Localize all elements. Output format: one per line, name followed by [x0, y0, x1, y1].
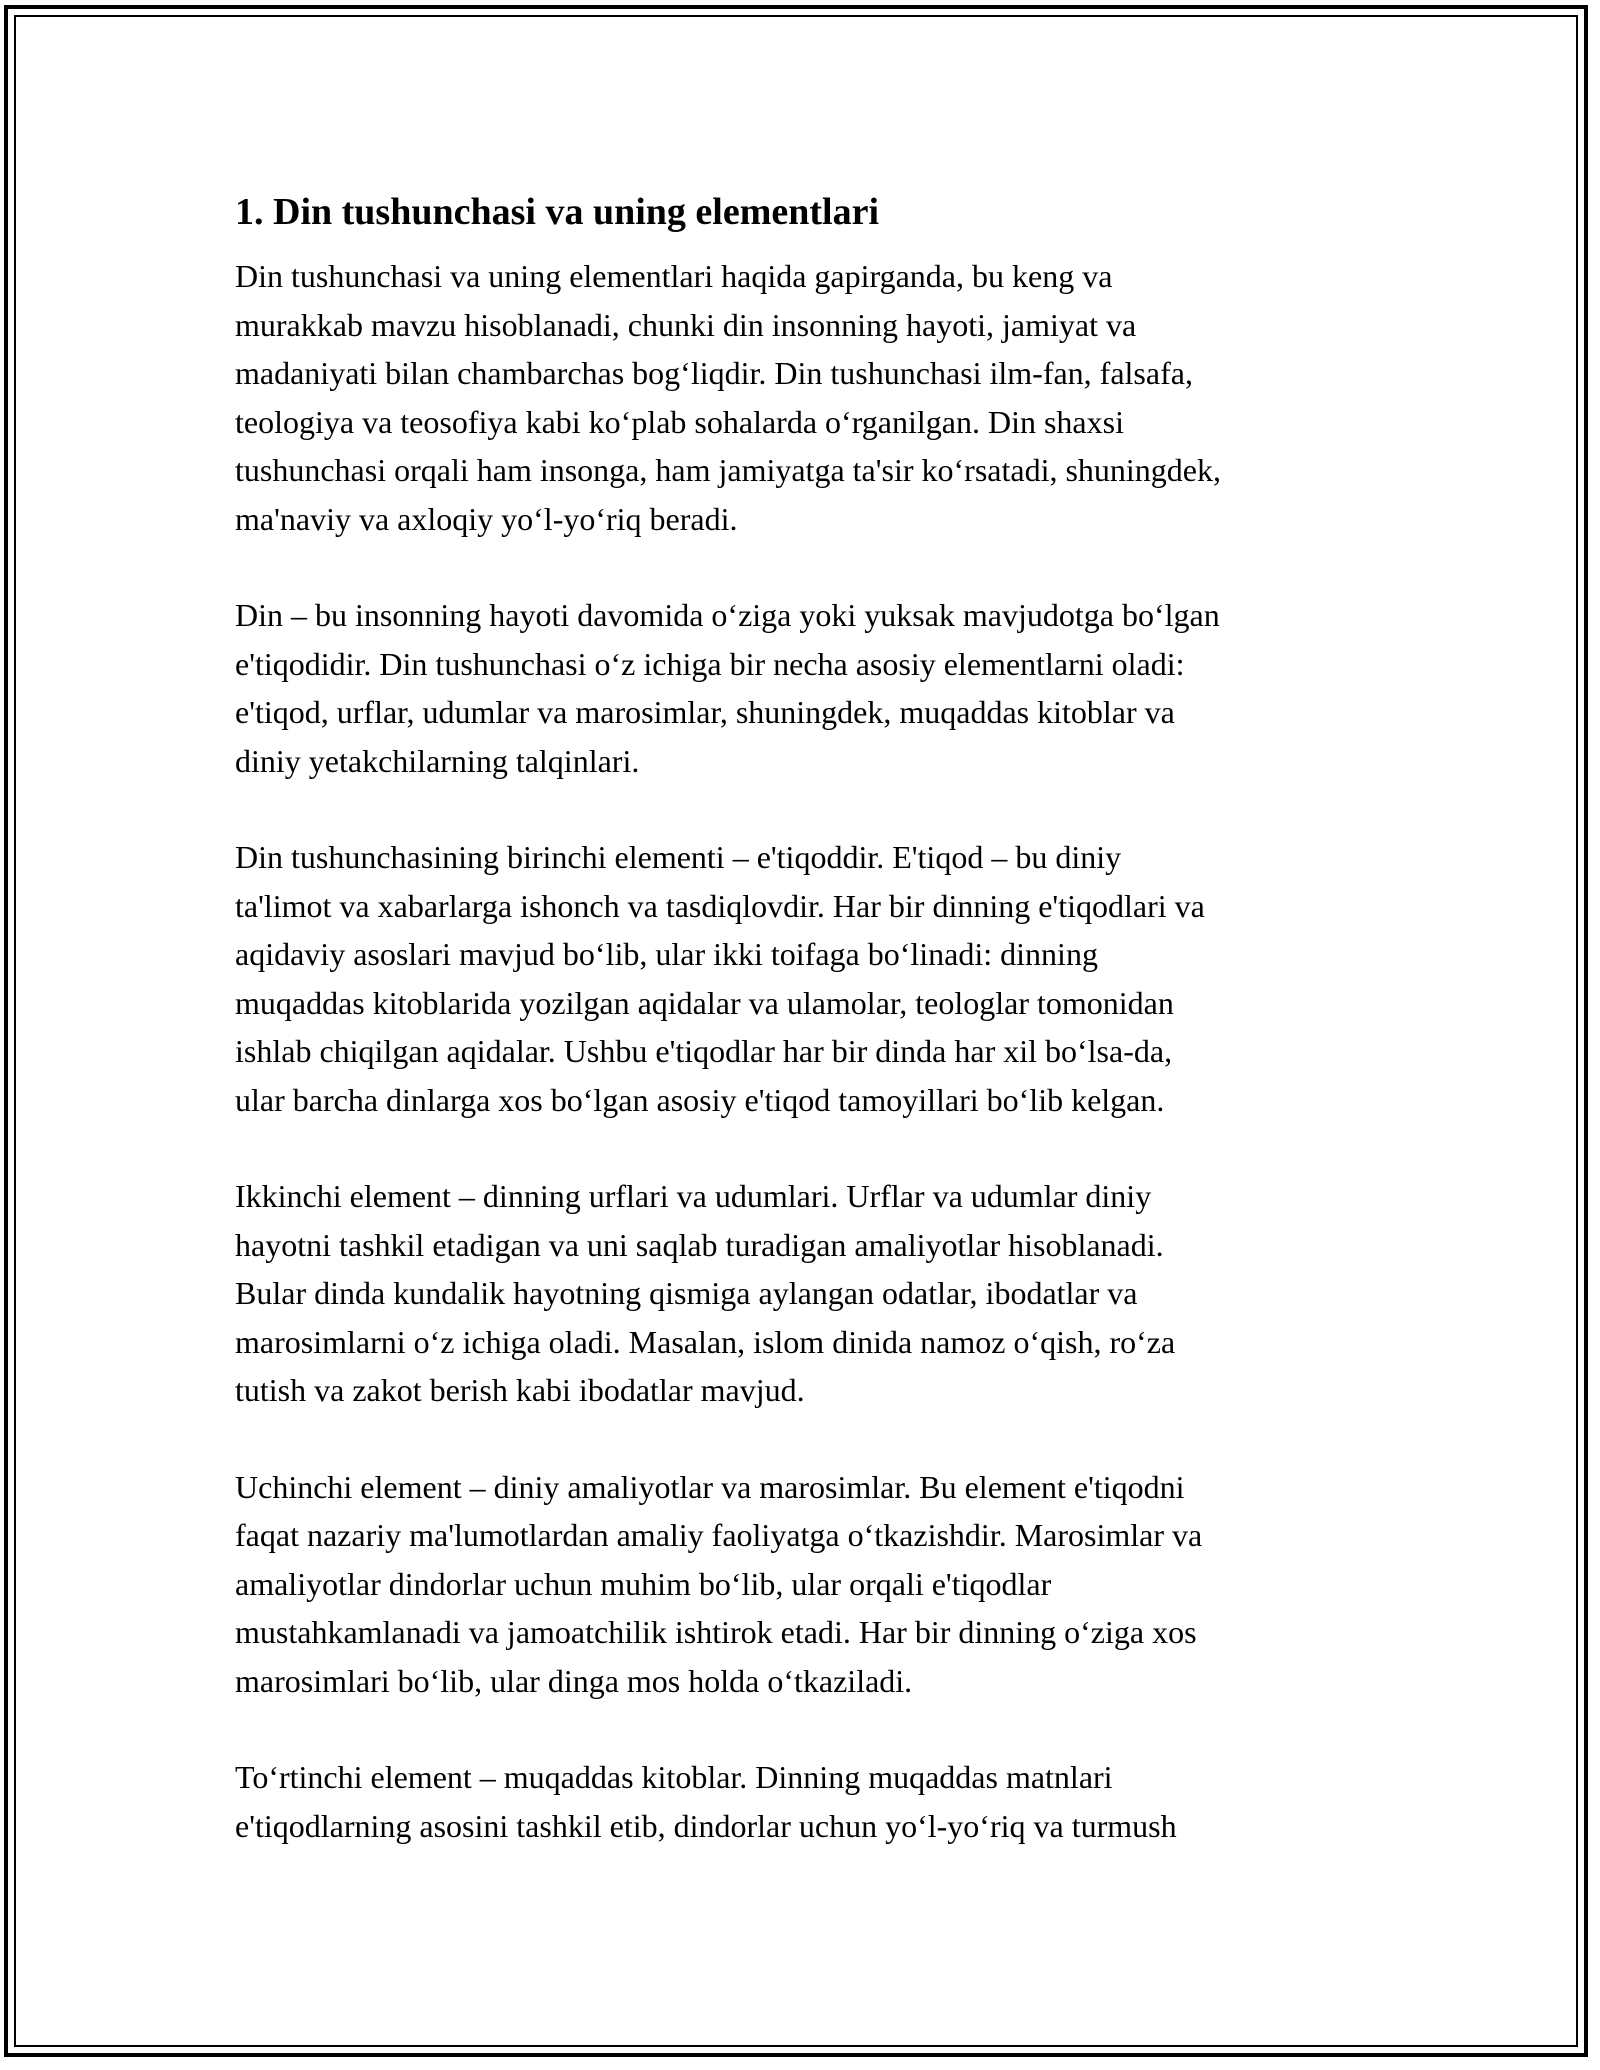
text-line: tushunchasi orqali ham insonga, ham jamiyatga ta'sir ko‘rsatadi, shuningdek,	[235, 452, 1221, 488]
text-line: marosimlari bo‘lib, ular dinga mos holda o‘tkaziladi.	[235, 1662, 913, 1699]
text-line: marosimlarni o‘z ichiga oladi. Masalan, islom dinida namoz o‘qish, ro‘za	[235, 1323, 1176, 1360]
text-line: ular barcha dinlarga xos bo‘lgan asosiy e'tiqod tamoyillari bo‘lib kelgan.	[235, 1081, 1165, 1118]
text-line: Bular dinda kundalik hayotning qismiga aylangan odatlar, ibodatlar va	[235, 1275, 1138, 1311]
document-body	[235, 188, 1375, 1898]
text-line: Din tushunchasi va uning elementlari haqida gapirganda, bu keng va	[235, 258, 1113, 294]
text-line: Din – bu insonning hayoti davomida o‘ziga yoki yuksak mavjudotga bo‘lgan	[235, 597, 1220, 633]
text-line: muqaddas kitoblarida yozilgan aqidalar va ulamolar, teologlar tomonidan	[235, 984, 1174, 1021]
text-line: Ikkinchi element – dinning urflari va udumlari. Urflar va udumlar diniy	[235, 1178, 1152, 1214]
paragraph-1	[235, 252, 1375, 543]
text-line: Uchinchi element – diniy amaliyotlar va marosimlar. Bu element e'tiqodni	[235, 1468, 1185, 1505]
text-line: murakkab mavzu hisoblanadi, chunki din insonning hayoti, jamiyat va	[235, 306, 1137, 343]
paragraph-4	[235, 1172, 1375, 1415]
section-heading: 1. Din tushunchasi va uning elementlari	[235, 191, 879, 233]
paragraph-6	[235, 1753, 1375, 1850]
paragraph-5	[235, 1463, 1375, 1706]
text-line: madaniyati bilan chambarchas bog‘liqdir. Din tushunchasi ilm-fan, falsafa,	[235, 355, 1193, 391]
text-line: ta'limot va xabarlarga ishonch va tasdiqlovdir. Har bir dinning e'tiqodlari va	[235, 887, 1205, 924]
text-line: faqat nazariy ma'lumotlardan amaliy faoliyatga o‘tkazishdir. Marosimlar va	[235, 1517, 1203, 1553]
text-line: e'tiqodidir. Din tushunchasi o‘z ichiga bir necha asosiy elementlarni oladi:	[235, 645, 1185, 682]
paragraph-3	[235, 833, 1375, 1124]
text-line: amaliyotlar dindorlar uchun muhim bo‘lib, ular orqali e'tiqodlar	[235, 1565, 1052, 1602]
text-line: ma'naviy va axloqiy yo‘l-yo‘riq beradi.	[235, 500, 738, 537]
paragraph-2	[235, 591, 1375, 785]
text-line: mustahkamlanadi va jamoatchilik ishtirok etadi. Har bir dinning o‘ziga xos	[235, 1614, 1197, 1650]
text-line: e'tiqodlarning asosini tashkil etib, dindorlar uchun yo‘l-yo‘riq va turmush	[235, 1807, 1177, 1844]
text-line: tutish va zakot berish kabi ibodatlar mavjud.	[235, 1372, 805, 1408]
text-line: aqidaviy asoslari mavjud bo‘lib, ular ikki toifaga bo‘linadi: dinning	[235, 936, 1098, 972]
text-line: ishlab chiqilgan aqidalar. Ushbu e'tiqodlar har bir dinda har xil bo‘lsa-da,	[235, 1033, 1173, 1069]
text-line: hayotni tashkil etadigan va uni saqlab turadigan amaliyotlar hisoblanadi.	[235, 1226, 1164, 1263]
text-line: teologiya va teosofiya kabi ko‘plab sohalarda o‘rganilgan. Din shaxsi	[235, 403, 1124, 440]
text-line: To‘rtinchi element – muqaddas kitoblar. Dinning muqaddas matnlari	[235, 1759, 1113, 1795]
text-line: e'tiqod, urflar, udumlar va marosimlar, shuningdek, muqaddas kitoblar va	[235, 694, 1175, 730]
text-line: Din tushunchasining birinchi elementi – e'tiqoddir. E'tiqod – bu diniy	[235, 839, 1122, 875]
text-line: diniy yetakchilarning talqinlari.	[235, 742, 640, 779]
